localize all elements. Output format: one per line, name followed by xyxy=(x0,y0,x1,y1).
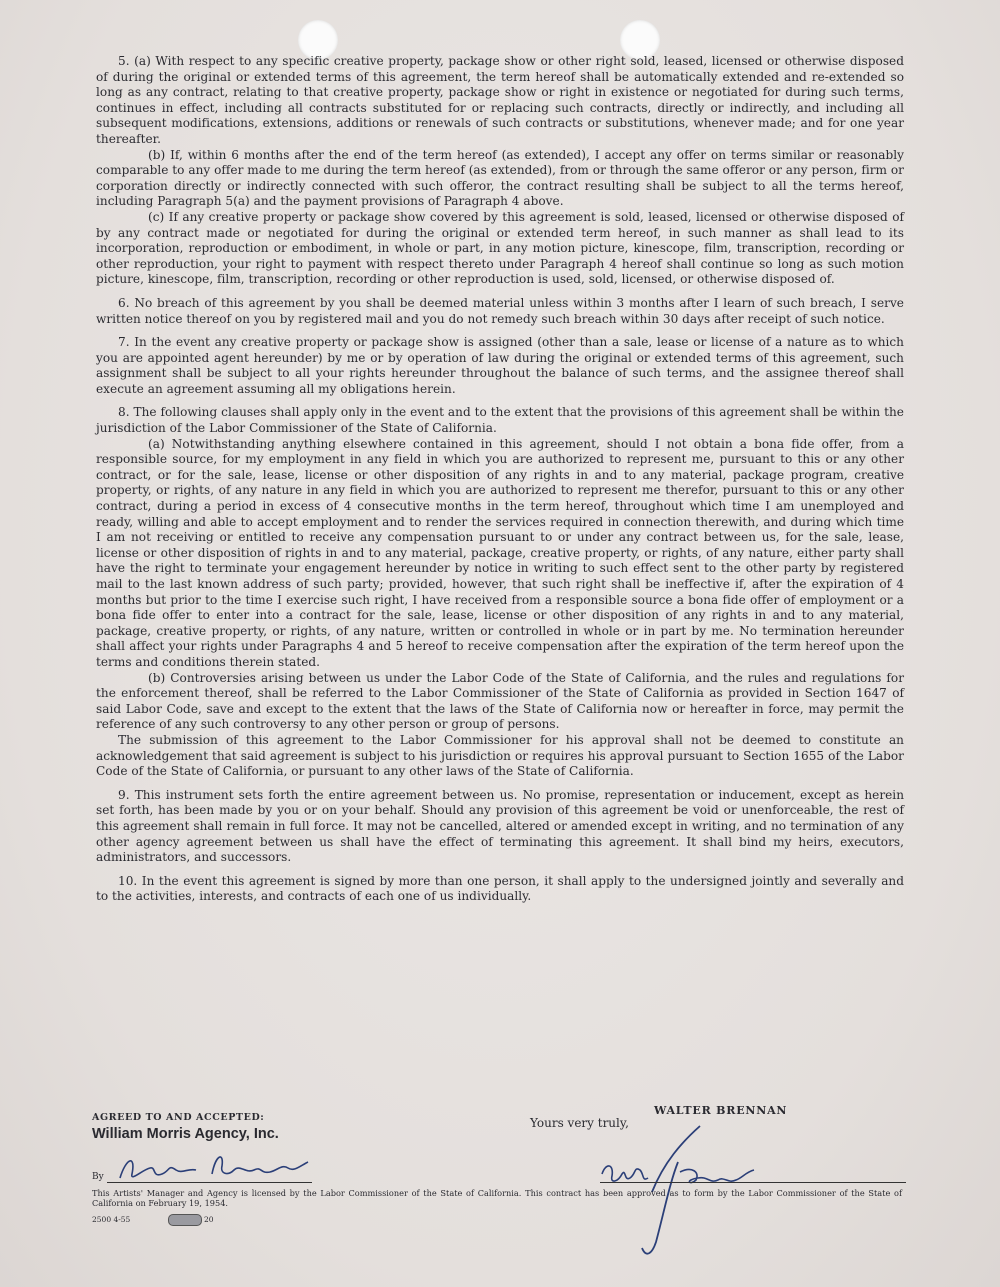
clause-8a: (a) Notwithstanding anything elsewhere contained in this agreement, should I not obtain a bona fide offer, from a responsible source, for my employment in any field in which you are authorized to represent me, pursuant to this or any other contract, or for the sale, lease, license or other disposition of any rights in and to any material, package program, creative property, or rights, of any nature in any field in which you are authorized to represent me therefor, pursuant to this or any other contract, during a period in excess of 4 consecutive months in the term hereof, throughout which time I am unemployed and ready, willing and able to accept employment and to render the services required in connection therewith, and during which time I am not receiving or entitled to receive any compensation pursuant to or under any contract between us, for the sale, lease, license or other disposition of rights in and to any material, package, creative property, or rights, of any nature, either party shall have the right to terminate your engagement hereunder by notice in writing to such effect sent to the other party by registered mail to the last known address of such party; provided, however, that such right shall be ineffective if, after the expiration of 4 months but prior to the time I exercise such right, I have received from a responsible source a bona fide offer of employment or a bona fide offer to enter into a contract for the sale, lease, license or other disposition of any rights in and to any material, package, creative property, or rights, of any nature, written or controlled in whole or in part by me. No termination hereunder shall affect your rights under Paragraphs 4 and 5 hereof to receive compensation after the expiration of the term hereof upon the terms and conditions therein stated. xyxy=(96,436,904,669)
contract-body xyxy=(96,54,904,905)
artist-signature-line xyxy=(600,1182,906,1183)
artist-name: WALTER BRENNAN xyxy=(654,1104,788,1117)
agency-name: William Morris Agency, Inc. xyxy=(92,1126,279,1142)
closing-salutation: Yours very truly, xyxy=(530,1116,629,1130)
clause-5b: (b) If, within 6 months after the end of the term hereof (as extended), I accept any offer on terms similar or reasonably comparable to any offer made to me during the term hereof (as extended), from or through the same offeror or any person, firm or corporation directly or indirectly connected with such offeror, the contract resulting shall be subject to all the terms hereof, including Paragraph 5(a) and the payment provisions of Paragraph 4 above. xyxy=(96,147,904,209)
agency-signature-icon xyxy=(112,1144,322,1186)
clause-8-submission: The submission of this agreement to the Labor Commissioner for his approval shall not be deemed to constitute an acknowledgement that said agreement is subject to his jurisdiction or requires his approval pursuant to Section 1655 of the Labor Code of the State of California, or pursuant to any other laws of the State of California. xyxy=(96,732,904,779)
clause-7: 7. In the event any creative property or package show is assigned (other than a sale, lease or license of a nature as to which you are appointed agent hereunder) by me or by operation of law during the original or extended terms of this agreement, such assignment shall be subject to all your rights hereunder throughout the balance of such terms, and the assignee thereof shall execute an agreement assuming all my obligations herein. xyxy=(96,335,904,396)
accepted-label: AGREED TO AND ACCEPTED: xyxy=(92,1112,265,1123)
form-number: 2500 4-55 xyxy=(92,1215,131,1224)
by-label: By xyxy=(92,1172,104,1182)
clause-6: 6. No breach of this agreement by you shall be deemed material unless within 3 months after I learn of such breach, I serve written notice thereof on you by registered mail and you do not remedy such breach within 30 days after receipt of such notice. xyxy=(96,295,904,326)
agency-signature-line xyxy=(107,1182,312,1183)
clause-10: 10. In the event this agreement is signed by more than one person, it shall apply to the undersigned jointly and severally and to the activities, interests, and contracts of each one of us individually. xyxy=(96,873,904,904)
licensing-notice: This Artists' Manager and Agency is licensed by the Labor Commissioner of the State of California. This contract has been approved as to form by the Labor Commissioner of the State of California on February 19, 1954. xyxy=(92,1188,902,1208)
signature-block xyxy=(0,1100,1000,1287)
clause-5c: (c) If any creative property or package show covered by this agreement is sold, leased, licensed or otherwise disposed of by any contract made or negotiated for during the original or extended term hereof, in such manner as shall lead to its incorporation, reproduction or embodiment, in whole or part, in any motion picture, kinescope, film, transcription, recording or other reproduction, your right to payment with respect thereto under Paragraph 4 hereof shall continue so long as such motion picture, kinescope, film, transcription, recording or other reproduction is used, sold, licensed, or otherwise disposed of. xyxy=(96,209,904,287)
clause-5a: 5. (a) With respect to any specific creative property, package show or other right sold, leased, licensed or otherwise disposed of during the original or extended terms of this agreement, the term hereof shall be automatically extended and re-extended so long as any contract, relating to that creative property, package show or right in existence or negotiated for during such terms, continues in effect, including all contracts substituted for or replacing such contracts, directly or indirectly, and including all subsequent modifications, extensions, additions or renewals of such contracts or substitutions, whenever made; and for one year thereafter. xyxy=(96,54,904,146)
clause-8b: (b) Controversies arising between us under the Labor Code of the State of California, and the rules and regulations for the enforcement thereof, shall be referred to the Labor Commissioner of the State of California as provided in Section 1647 of said Labor Code, save and except to the extent that the laws of the State of California now or hereafter in force, may permit the reference of any such controversy to any other person or group of persons. xyxy=(96,670,904,732)
clause-8: 8. The following clauses shall apply only in the event and to the extent that the provisions of this agreement shall be within the jurisdiction of the Labor Commissioner of the State of California. xyxy=(96,405,904,436)
union-number: 20 xyxy=(204,1215,214,1224)
union-label-icon xyxy=(168,1214,202,1226)
clause-9: 9. This instrument sets forth the entire agreement between us. No promise, representation or inducement, except as herein set forth, has been made by you or on your behalf. Should any provision of this agreement be void or unenforceable, the rest of this agreement shall remain in full force. It may not be cancelled, altered or amended except in writing, and no termination of any other agency agreement between us shall have the effect of terminating this agreement. It shall bind my heirs, executors, administrators, and successors. xyxy=(96,787,904,865)
